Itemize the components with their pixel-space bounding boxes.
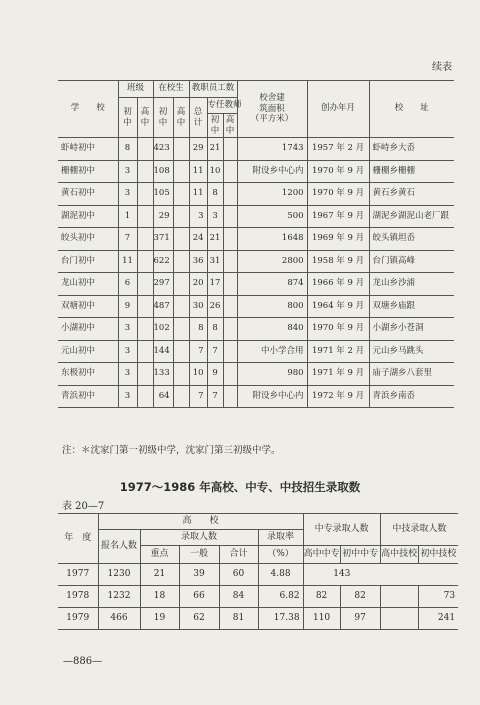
cell-students-gao (173, 363, 189, 386)
cell-school: 双塘初中 (58, 295, 118, 318)
header-rate-unit: （%） (258, 546, 303, 564)
cell-area: 中小学合用 (237, 340, 307, 363)
cell-students-chu: 487 (153, 295, 173, 318)
cell-address: 元山乡马跳头 (369, 340, 454, 363)
cell-teachers-gao (223, 183, 237, 206)
section-title: 1977～1986 年高校、中专、中技招生录取数 (119, 480, 361, 494)
cell-classes-chu: 7 (118, 228, 137, 251)
cell-teachers-gao (223, 138, 237, 161)
header-general: 一般 (179, 546, 219, 564)
cell-address: 双塘乡庙跟 (369, 295, 454, 318)
cell-teachers-chu: 3 (207, 205, 223, 228)
table-row (58, 295, 454, 318)
cell-students-chu: 29 (153, 205, 173, 228)
cell-school: 东极初中 (58, 363, 118, 386)
header-staff-total: 总 计 (189, 98, 207, 138)
cell-classes-gao (137, 160, 153, 183)
cell-year: 1979 (58, 608, 98, 630)
cell-students-chu: 102 (153, 318, 173, 341)
cell-area: 500 (237, 205, 307, 228)
header-applicants: 报名人数 (98, 530, 140, 564)
cell-students-gao (173, 340, 189, 363)
cell-teachers-chu: 10 (207, 160, 223, 183)
cell-ms-zj (418, 564, 458, 586)
cell-classes-gao (137, 228, 153, 251)
cell-teachers-chu: 21 (207, 138, 223, 161)
cell-teachers-gao (223, 273, 237, 296)
cell-students-chu: 622 (153, 250, 173, 273)
cell-general: 39 (179, 564, 219, 586)
cell-address: 台门镇高峰 (369, 250, 454, 273)
cell-area: 980 (237, 363, 307, 386)
cell-teachers-chu: 8 (207, 183, 223, 206)
header-area: 校舍建 筑面积 （平方米） (237, 81, 307, 138)
table-row (58, 273, 454, 296)
cell-classes-chu: 9 (118, 295, 137, 318)
cell-classes-gao (137, 340, 153, 363)
header-key: 重点 (140, 546, 179, 564)
cell-teachers-gao (223, 250, 237, 273)
cell-year: 1978 (58, 586, 98, 608)
table-row (58, 228, 454, 251)
header-enrolled-chu: 初 中 (153, 98, 173, 138)
cell-founded: 1970 年 9 月 (307, 318, 369, 341)
header-school: 学 校 (58, 81, 118, 138)
cell-staff-total: 10 (189, 363, 207, 386)
cell-founded: 1971 年 2 月 (307, 340, 369, 363)
cell-area: 800 (237, 295, 307, 318)
cell-staff-total: 11 (189, 183, 207, 206)
header-year: 年 度 (58, 514, 98, 564)
cell-staff-total: 30 (189, 295, 207, 318)
cell-classes-gao (137, 295, 153, 318)
cell-sum: 60 (219, 564, 258, 586)
cell-staff-total: 36 (189, 250, 207, 273)
continued-label: 续表 (432, 62, 452, 73)
table-row (58, 160, 454, 183)
cell-staff-total: 29 (189, 138, 207, 161)
cell-sum: 84 (219, 586, 258, 608)
table-row (58, 363, 454, 386)
cell-staff-total: 8 (189, 318, 207, 341)
cell-classes-chu: 3 (118, 363, 137, 386)
cell-students-gao (173, 318, 189, 341)
table-row (58, 385, 454, 408)
cell-students-chu: 105 (153, 183, 173, 206)
cell-key: 21 (140, 564, 179, 586)
table-row (58, 138, 454, 161)
cell-address: 虾峙乡大岙 (369, 138, 454, 161)
cell-applicants: 466 (98, 608, 140, 630)
cell-students-gao (173, 250, 189, 273)
header-address: 校 址 (369, 81, 454, 138)
cell-students-gao (173, 160, 189, 183)
cell-founded: 1966 年 9 月 (307, 273, 369, 296)
cell-address: 青浜乡南岙 (369, 385, 454, 408)
cell-staff-total: 11 (189, 160, 207, 183)
table-row (58, 250, 454, 273)
cell-address: 黄石乡黄石 (369, 183, 454, 206)
cell-school: 元山初中 (58, 340, 118, 363)
header-zj: 中技录取人数 (380, 514, 458, 546)
cell-students-gao (173, 205, 189, 228)
cell-rate: 4.88 (258, 564, 303, 586)
cell-teachers-gao (223, 205, 237, 228)
cell-teachers-chu: 17 (207, 273, 223, 296)
cell-teachers-gao (223, 385, 237, 408)
table-row (58, 564, 458, 586)
cell-founded: 1971 年 9 月 (307, 363, 369, 386)
cell-general: 66 (179, 586, 219, 608)
cell-classes-gao (137, 138, 153, 161)
header-admitted: 录取人数 (140, 530, 258, 546)
school-table (58, 80, 454, 408)
table-row (58, 183, 454, 206)
table-row (58, 318, 454, 341)
cell-classes-gao (137, 205, 153, 228)
cell-students-gao (173, 295, 189, 318)
cell-ms-zz: 82 (340, 586, 380, 608)
cell-hs-zj (380, 564, 418, 586)
cell-ms-zz: 97 (340, 608, 380, 630)
cell-area: 1648 (237, 228, 307, 251)
cell-students-chu: 64 (153, 385, 173, 408)
cell-classes-chu: 6 (118, 273, 137, 296)
cell-address: 皎头镇坦岙 (369, 228, 454, 251)
cell-classes-chu: 8 (118, 138, 137, 161)
cell-zz: 143 (303, 564, 380, 586)
header-ms-zz: 初中中专 (340, 546, 380, 564)
cell-students-gao (173, 183, 189, 206)
header-univ: 高 校 (98, 514, 303, 530)
cell-classes-chu: 1 (118, 205, 137, 228)
cell-general: 62 (179, 608, 219, 630)
cell-address: 湖泥乡湖泥山老厂跟 (369, 205, 454, 228)
cell-classes-chu: 11 (118, 250, 137, 273)
cell-applicants: 1232 (98, 586, 140, 608)
cell-teachers-chu: 26 (207, 295, 223, 318)
cell-classes-chu: 3 (118, 340, 137, 363)
header-ms-zj: 初中技校 (418, 546, 458, 564)
cell-teachers-gao (223, 228, 237, 251)
cell-teachers-gao (223, 295, 237, 318)
cell-address: 龙山乡沙浦 (369, 273, 454, 296)
cell-classes-gao (137, 363, 153, 386)
cell-classes-gao (137, 318, 153, 341)
cell-teachers-chu: 21 (207, 228, 223, 251)
cell-classes-gao (137, 385, 153, 408)
cell-students-gao (173, 385, 189, 408)
cell-area: 874 (237, 273, 307, 296)
cell-area: 附设乡中心内 (237, 385, 307, 408)
cell-area: 840 (237, 318, 307, 341)
cell-school: 台门初中 (58, 250, 118, 273)
cell-students-chu: 133 (153, 363, 173, 386)
cell-students-gao (173, 228, 189, 251)
header-rate: 录取率 (258, 530, 303, 546)
cell-founded: 1969 年 9 月 (307, 228, 369, 251)
cell-school: 栅棚初中 (58, 160, 118, 183)
header-zz: 中专录取人数 (303, 514, 380, 546)
header-full-teachers: 专任教师 (207, 98, 237, 114)
cell-teachers-chu: 9 (207, 363, 223, 386)
admission-table (58, 513, 458, 630)
cell-school: 黄石初中 (58, 183, 118, 206)
cell-key: 19 (140, 608, 179, 630)
cell-students-gao (173, 273, 189, 296)
table-note: 注：＊沈家门第一初级中学，沈家门第三初级中学。 (62, 445, 281, 456)
header-sum: 合计 (219, 546, 258, 564)
cell-teachers-chu: 7 (207, 385, 223, 408)
cell-hs-zz: 110 (303, 608, 340, 630)
cell-classes-chu: 3 (118, 183, 137, 206)
cell-classes-gao (137, 273, 153, 296)
cell-classes-chu: 3 (118, 385, 137, 408)
cell-address: 栅棚乡栅棚 (369, 160, 454, 183)
cell-area: 1743 (237, 138, 307, 161)
cell-hs-zj (380, 586, 418, 608)
header-staff: 教职员工数 (189, 81, 237, 98)
table-row (58, 608, 458, 630)
cell-staff-total: 20 (189, 273, 207, 296)
cell-students-chu: 371 (153, 228, 173, 251)
cell-staff-total: 7 (189, 385, 207, 408)
header-hs-zz: 高中中专 (303, 546, 340, 564)
table-number: 表 20—7 (62, 501, 105, 512)
cell-area: 附设乡中心内 (237, 160, 307, 183)
table-row (58, 586, 458, 608)
cell-teachers-chu: 7 (207, 340, 223, 363)
cell-school: 龙山初中 (58, 273, 118, 296)
cell-address: 庙子湖乡八套里 (369, 363, 454, 386)
cell-founded: 1957 年 2 月 (307, 138, 369, 161)
cell-hs-zz: 82 (303, 586, 340, 608)
header-classes-gao: 高 中 (137, 98, 153, 138)
cell-founded: 1970 年 9 月 (307, 160, 369, 183)
cell-classes-gao (137, 183, 153, 206)
cell-address: 小湖乡小苍洞 (369, 318, 454, 341)
cell-year: 1977 (58, 564, 98, 586)
cell-founded: 1970 年 9 月 (307, 183, 369, 206)
header-teachers-gao: 高 中 (223, 114, 237, 138)
cell-school: 小湖初中 (58, 318, 118, 341)
cell-classes-chu: 3 (118, 160, 137, 183)
header-classes-chu: 初 中 (118, 98, 137, 138)
cell-teachers-chu: 8 (207, 318, 223, 341)
cell-school: 虾峙初中 (58, 138, 118, 161)
cell-applicants: 1230 (98, 564, 140, 586)
cell-area: 2800 (237, 250, 307, 273)
page-number: —886— (63, 656, 103, 667)
cell-founded: 1964 年 9 月 (307, 295, 369, 318)
cell-key: 18 (140, 586, 179, 608)
cell-students-gao (173, 138, 189, 161)
cell-teachers-chu: 31 (207, 250, 223, 273)
cell-ms-zj: 73 (418, 586, 458, 608)
cell-staff-total: 24 (189, 228, 207, 251)
cell-staff-total: 3 (189, 205, 207, 228)
cell-founded: 1967 年 9 月 (307, 205, 369, 228)
header-enrolled-gao: 高 中 (173, 98, 189, 138)
cell-teachers-gao (223, 340, 237, 363)
cell-rate: 17.38 (258, 608, 303, 630)
cell-teachers-gao (223, 363, 237, 386)
header-classes: 班级 (118, 81, 153, 98)
cell-students-chu: 423 (153, 138, 173, 161)
cell-hs-zj (380, 608, 418, 630)
cell-area: 1200 (237, 183, 307, 206)
cell-ms-zj: 241 (418, 608, 458, 630)
table-row (58, 205, 454, 228)
header-enrolled: 在校生 (153, 81, 189, 98)
cell-classes-gao (137, 250, 153, 273)
cell-teachers-gao (223, 318, 237, 341)
cell-school: 皎头初中 (58, 228, 118, 251)
header-hs-zj: 高中技校 (380, 546, 418, 564)
header-teachers-chu: 初 中 (207, 114, 223, 138)
cell-teachers-gao (223, 160, 237, 183)
header-founded: 创办年月 (307, 81, 369, 138)
cell-students-chu: 297 (153, 273, 173, 296)
cell-students-chu: 108 (153, 160, 173, 183)
cell-sum: 81 (219, 608, 258, 630)
cell-staff-total: 7 (189, 340, 207, 363)
cell-rate: 6.82 (258, 586, 303, 608)
cell-founded: 1958 年 9 月 (307, 250, 369, 273)
cell-founded: 1972 年 9 月 (307, 385, 369, 408)
cell-students-chu: 144 (153, 340, 173, 363)
cell-classes-chu: 3 (118, 318, 137, 341)
cell-school: 青浜初中 (58, 385, 118, 408)
cell-school: 湖泥初中 (58, 205, 118, 228)
table-row (58, 340, 454, 363)
